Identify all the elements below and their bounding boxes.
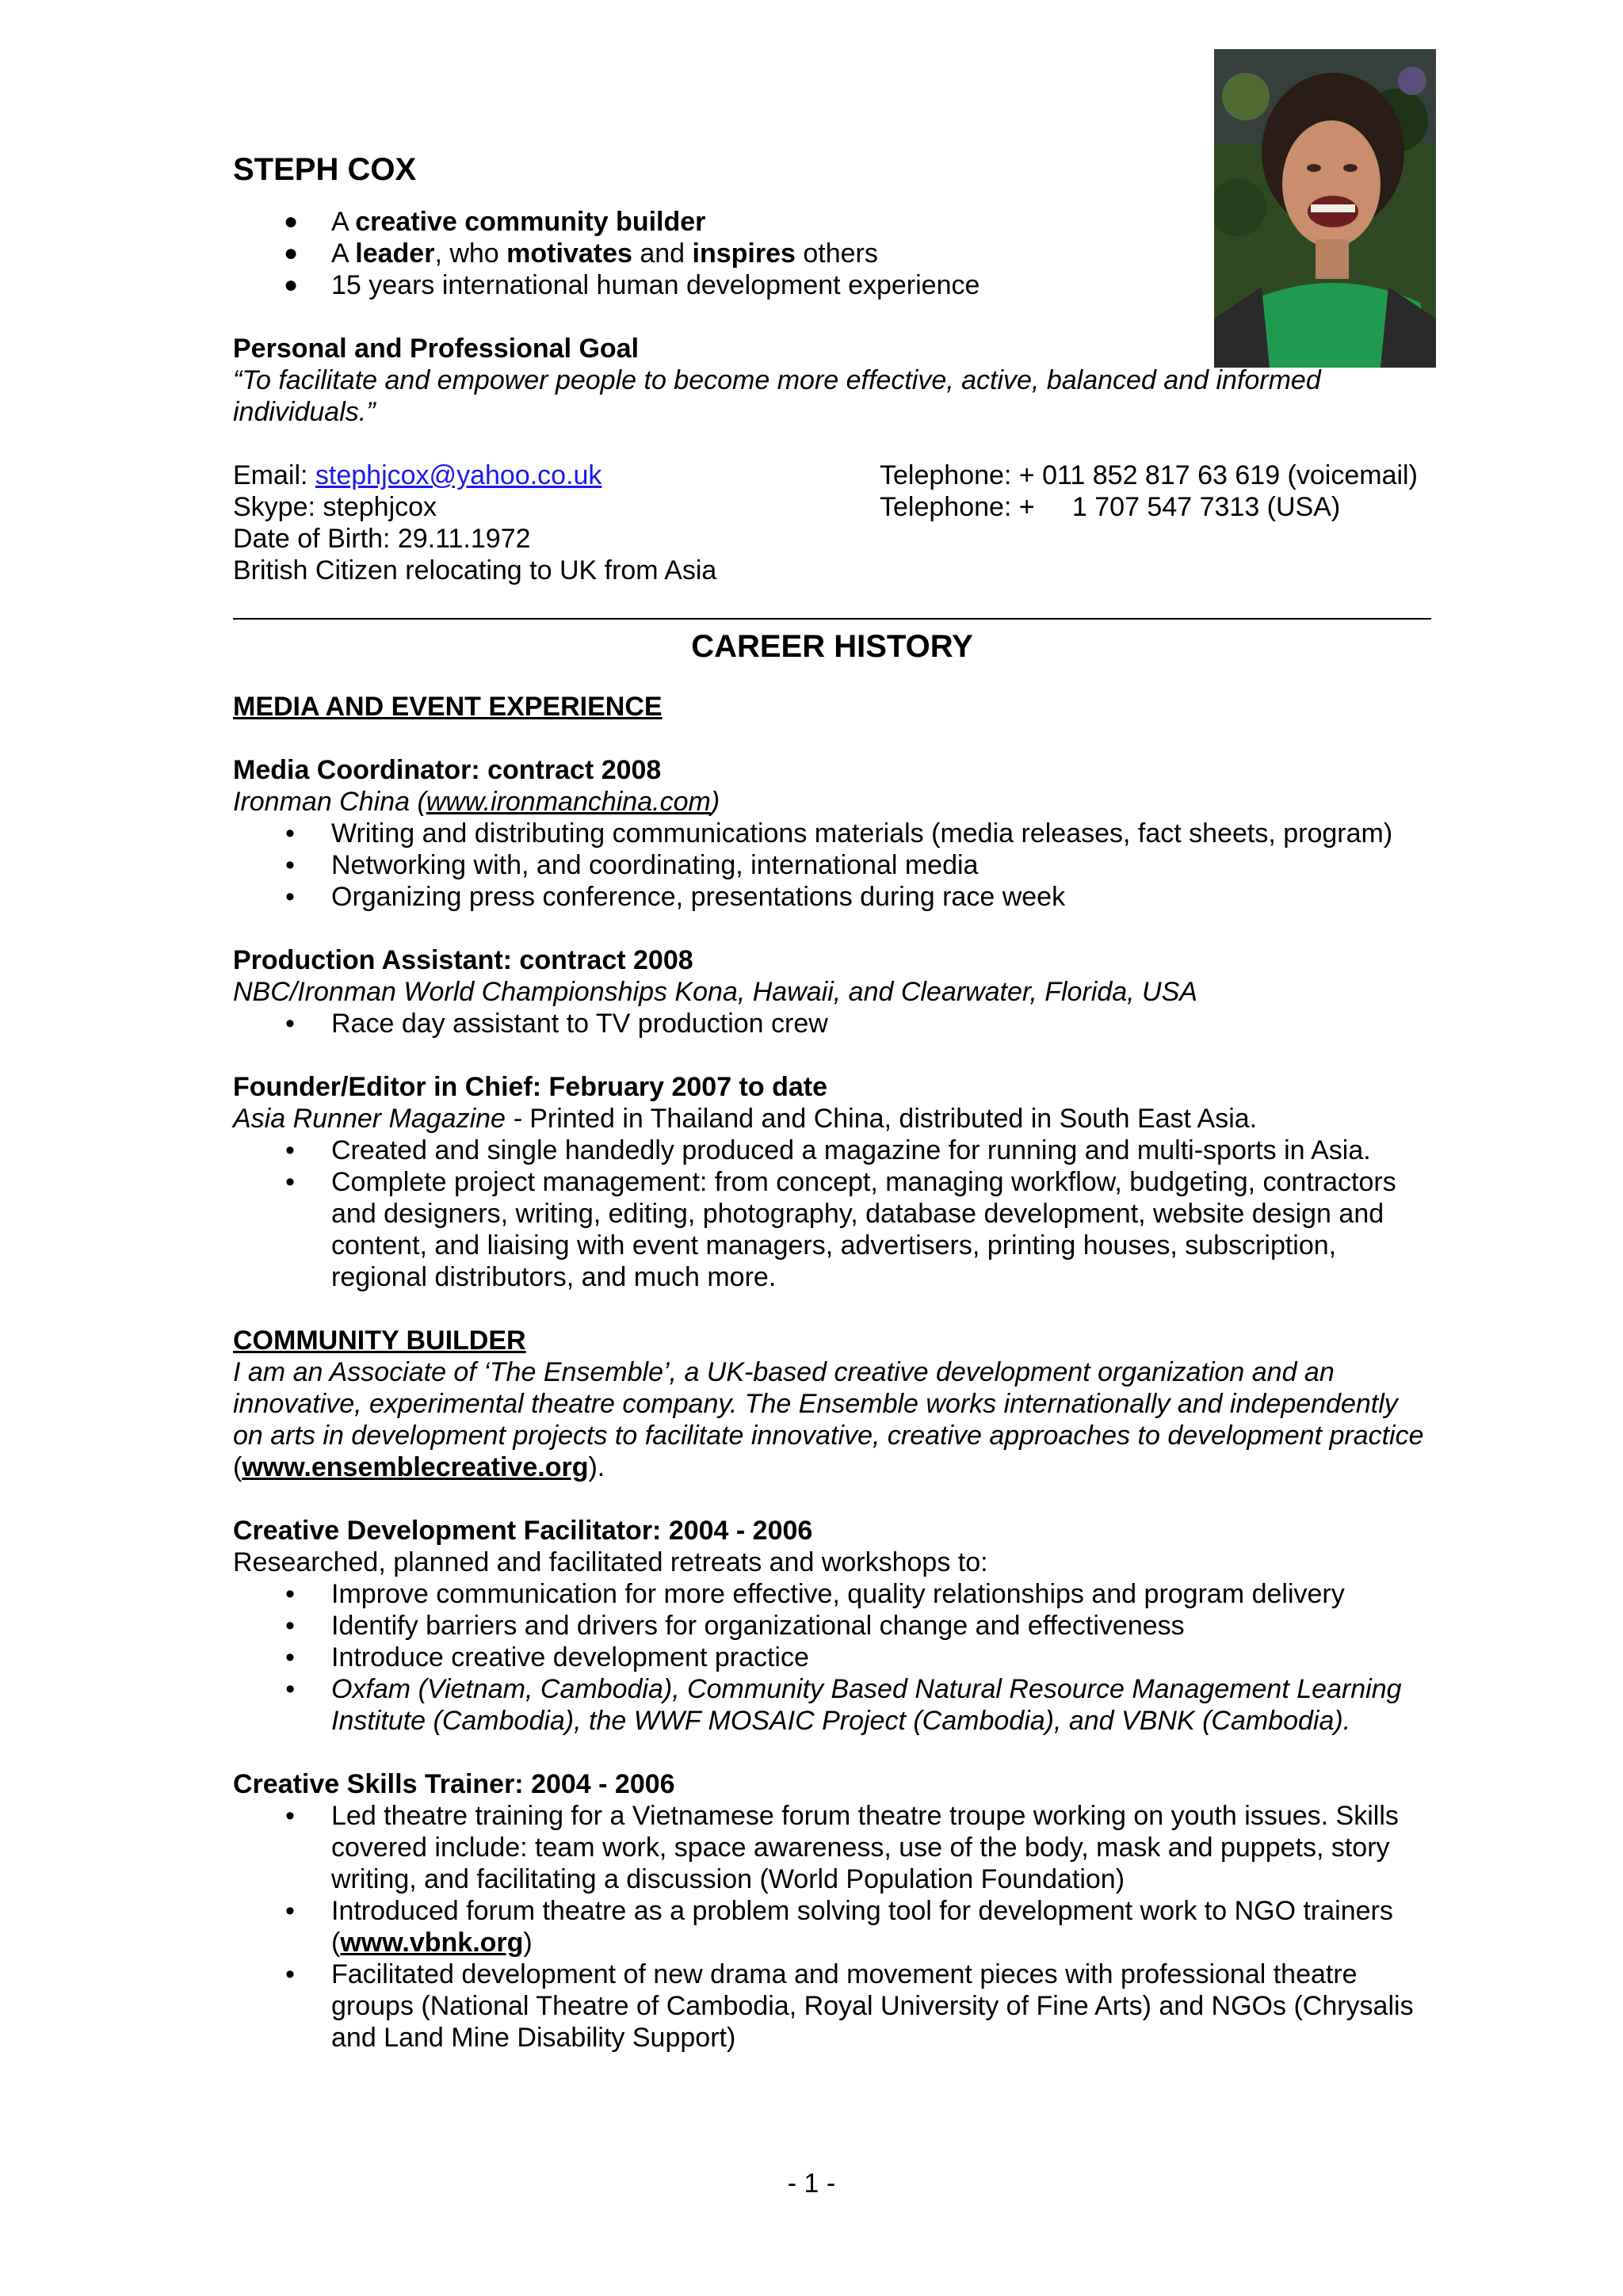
vbnk-link[interactable]: www.vbnk.org bbox=[340, 1928, 524, 1958]
job-organization: Ironman China (www.ironmanchina.com) bbox=[233, 787, 720, 817]
job-title: Creative Development Facilitator: 2004 - 2006 bbox=[233, 1516, 813, 1546]
contact-block bbox=[233, 460, 1431, 586]
org-link[interactable]: www.ironmanchina.com bbox=[426, 787, 711, 817]
job-organization: NBC/Ironman World Championships Kona, Hawaii, and Clearwater, Florida, USA bbox=[233, 977, 1197, 1007]
duty-item: • Organizing press conference, presentations during race week bbox=[233, 881, 1431, 913]
duty-item: • Complete project management: from concept, managing workflow, budgeting, contractors and designers, writing, editing, photography, database development, website design and content, and liaising with event managers, advertisers, printing houses, subscription, regional distributors, and much more. bbox=[233, 1166, 1431, 1293]
duty-item: • Introduce creative development practice bbox=[233, 1642, 1431, 1673]
goal-heading: Personal and Professional Goal bbox=[233, 334, 640, 364]
ensemble-link[interactable]: www.ensemblecreative.org bbox=[242, 1452, 589, 1482]
job-lead: Researched, planned and facilitated retreats and workshops to: bbox=[233, 1547, 988, 1577]
candidate-name: STEPH COX bbox=[233, 152, 417, 187]
media-section-heading: MEDIA AND EVENT EXPERIENCE bbox=[233, 692, 663, 722]
divider bbox=[233, 618, 1431, 620]
duty-item: • Identify barriers and drivers for organizational change and effectiveness bbox=[233, 1610, 1431, 1642]
highlight-bold: leader bbox=[355, 238, 435, 269]
duty-item: • Created and single handedly produced a magazine for running and multi-sports in Asia. bbox=[233, 1135, 1431, 1166]
dob-line: Date of Birth: 29.11.1972 bbox=[233, 524, 531, 554]
highlight-text: 15 years international human development experience bbox=[331, 270, 980, 300]
job-duties bbox=[233, 818, 1431, 913]
highlight-text: , who bbox=[434, 238, 507, 269]
job-duties bbox=[233, 1135, 1431, 1293]
community-section-heading: COMMUNITY BUILDER bbox=[233, 1325, 526, 1356]
email-label: Email: bbox=[233, 460, 315, 490]
career-history-title: CAREER HISTORY bbox=[691, 629, 973, 664]
highlight-bold: creative community builder bbox=[355, 207, 706, 237]
goal-statement: “To facilitate and empower people to become more effective, active, balanced and informed individuals.” bbox=[233, 365, 1321, 427]
highlight-item bbox=[233, 206, 1431, 238]
highlight-item bbox=[233, 238, 1431, 269]
contact-left bbox=[233, 460, 880, 586]
citizenship-line: British Citizen relocating to UK from Asia bbox=[233, 555, 717, 585]
job-duties bbox=[233, 1578, 1431, 1737]
highlight-text: others bbox=[795, 238, 878, 269]
duty-item: • Race day assistant to TV production crew bbox=[233, 1008, 1431, 1039]
highlights-list bbox=[233, 206, 1431, 301]
duty-item: • Facilitated development of new drama and movement pieces with professional theatre groups (National Theatre of Cambodia, Royal University of Fine Arts) and NGOs (Chrysalis and Land Mine Disability Support) bbox=[233, 1958, 1431, 2054]
duty-item: • Networking with, and coordinating, international media bbox=[233, 849, 1431, 881]
job-title: Production Assistant: contract 2008 bbox=[233, 945, 693, 975]
duty-item: • Improve communication for more effective, quality relationships and program delivery bbox=[233, 1578, 1431, 1610]
highlight-text: and bbox=[632, 238, 693, 269]
job-duties bbox=[233, 1008, 1431, 1039]
duty-item: • Led theatre training for a Vietnamese forum theatre troupe working on youth issues. Skills covered include: team work, space awareness, use of the body, mask and puppets, story writing, and facilitating a discussion (World Population Foundation) bbox=[233, 1800, 1431, 1895]
resume-content bbox=[233, 151, 1431, 2054]
job-duties bbox=[233, 1800, 1431, 2054]
page-number: - 1 - bbox=[787, 2168, 836, 2199]
highlight-text: A bbox=[331, 207, 356, 237]
highlight-item bbox=[233, 269, 1431, 301]
job-organization: Asia Runner Magazine - Printed in Thailand and China, distributed in South East Asia. bbox=[233, 1104, 1258, 1134]
highlight-text: A bbox=[331, 238, 356, 269]
phone-voicemail: Telephone: + 011 852 817 63 619 (voicemail) bbox=[880, 460, 1418, 490]
duty-item: • Oxfam (Vietnam, Cambodia), Community Based Natural Resource Management Learning Institute (Cambodia), the WWF MOSAIC Project (Cambodia), and VBNK (Cambodia). bbox=[233, 1673, 1431, 1737]
job-title: Media Coordinator: contract 2008 bbox=[233, 755, 662, 785]
duty-item: • Introduced forum theatre as a problem solving tool for development work to NGO trainers (www.vbnk.org) bbox=[233, 1895, 1431, 1958]
highlight-bold: motivates bbox=[506, 238, 632, 269]
duty-item: • Writing and distributing communications materials (media releases, fact sheets, program) bbox=[233, 818, 1431, 849]
contact-right bbox=[880, 460, 1418, 586]
phone-usa: Telephone: + 1 707 547 7313 (USA) bbox=[880, 492, 1341, 522]
job-title: Creative Skills Trainer: 2004 - 2006 bbox=[233, 1769, 675, 1799]
skype-line: Skype: stephjcox bbox=[233, 492, 437, 522]
community-intro: I am an Associate of ‘The Ensemble’, a UK-based creative development organization and an innovative, experimental theatre company. The Ensemble works internationally and independently on arts in development projects to facilitate innovative, creative approaches to development practice (www.ensemblecreative.org). bbox=[233, 1357, 1424, 1482]
highlight-bold: inspires bbox=[692, 238, 796, 269]
email-link[interactable]: stephjcox@yahoo.co.uk bbox=[315, 460, 602, 490]
email-line bbox=[233, 460, 880, 491]
job-title: Founder/Editor in Chief: February 2007 to date bbox=[233, 1072, 827, 1102]
